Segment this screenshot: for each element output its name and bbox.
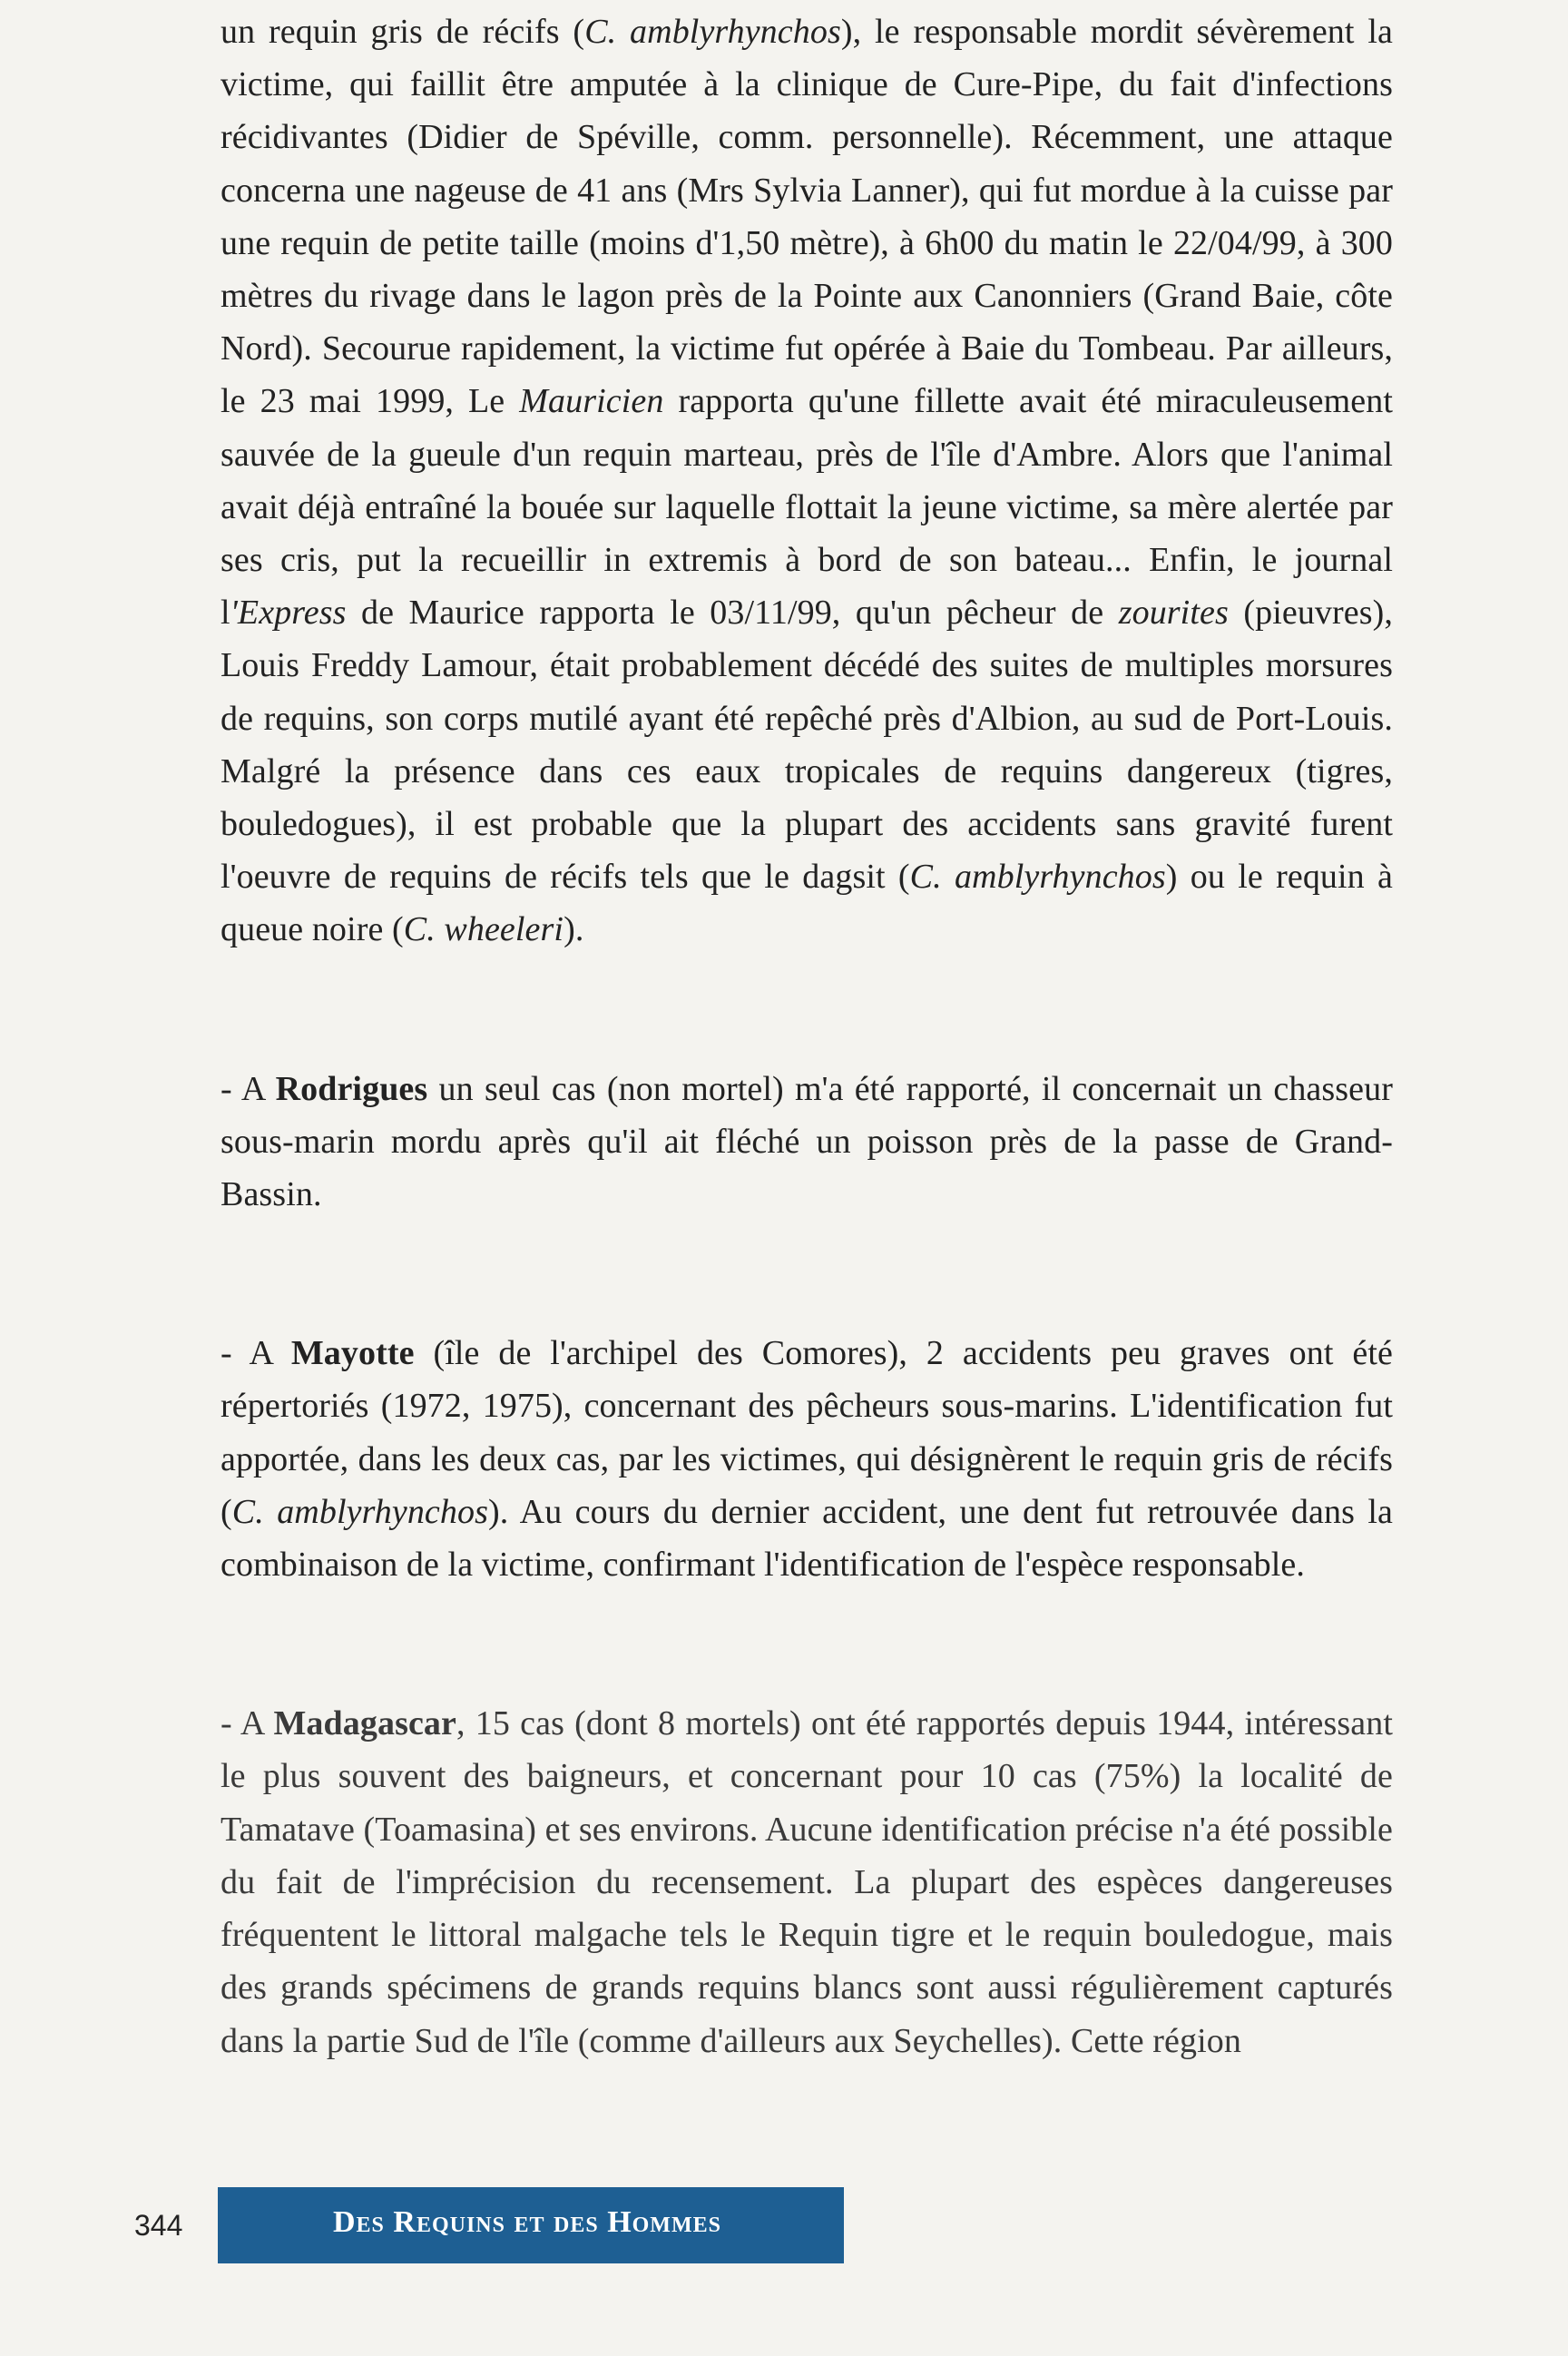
- text-run: ). Au cours du dernier accident, une dent fut retrouvée dans la combinaison de la victime, confirmant l'identification de l'espèce responsable.: [220, 1492, 1393, 1585]
- paragraph-spacer: [220, 1221, 1393, 1327]
- page-footer: [0, 2187, 1568, 2278]
- list-dash: - A: [220, 1069, 276, 1108]
- paragraph-rodrigues: [220, 1063, 1393, 1222]
- newspaper-name: 'Express: [230, 594, 347, 633]
- text-run: (pieuvres), Louis Freddy Lamour, était probablement décédé des suites de multiples morsures de requins, son corps mutilé ayant été repêché près d'Albion, au sud de Port-Louis. Malgré la présence dans ces eaux tropicales de requins dangereux (tigres, bouledogues), il est probable que la plupart des accidents sans gravité furent l'oeuvre de requins de récifs tels que le dagsit (: [220, 594, 1393, 897]
- location-heading: Madagascar: [273, 1704, 456, 1743]
- paragraph-spacer: [220, 957, 1393, 1063]
- local-term: zourites: [1118, 594, 1229, 633]
- species-name: C. amblyrhynchos: [231, 1492, 488, 1531]
- species-name: C. wheeleri: [403, 910, 564, 949]
- list-dash: - A: [220, 1704, 274, 1743]
- species-name: C. amblyrhynchos: [909, 858, 1166, 897]
- text-run: ), le responsable mordit sévèrement la victime, qui faillit être amputée à la clinique de Cure-Pipe, du fait d'infections récidivantes (Didier de Spéville, comm. personnelle). Récemment, une attaque concerna une nageuse de 41 ans (Mrs Sylvia Lanner), qui fut mordue à la cuisse par une requin de petite taille (moins d'1,50 mètre), à 6h00 du matin le 22/04/99, à 300 mètres du rivage dans le lagon près de la Pointe aux Canonniers (Grand Baie, côte Nord). Secourue rapidement, la victime fut opérée à Baie du Tombeau. Par ailleurs, le 23 mai 1999, Le: [220, 13, 1393, 421]
- newspaper-name: Mauricien: [519, 382, 664, 421]
- text-run: , 15 cas (dont 8 mortels) ont été rapportés depuis 1944, intéressant le plus souvent des baigneurs, et concernant pour 10 cas (75%) la localité de Tamatave (Toamasina) et ses environs. Aucune identification précise n'a été possible du fait de l'imprécision du recensement. La plupart des espèces dangereuses fréquentent le littoral malgache tels le Requin tigre et le requin bouledogue, mais des grands spécimens de grands requins blancs sont aussi régulièrement capturés dans la partie Sud de l'île (comme d'ailleurs aux Seychelles). Cette région: [220, 1704, 1393, 2060]
- text-run: ).: [564, 910, 584, 949]
- page-number: 344: [134, 2209, 183, 2242]
- text-run: un seul cas (non mortel) m'a été rapporté, il concernait un chasseur sous-marin mordu après qu'il ait fléché un poisson près de la passe de Grand-Bassin.: [220, 1069, 1393, 1214]
- paragraph-mayotte: [220, 1327, 1393, 1591]
- text-run: rapporta qu'une fillette avait été miraculeusement sauvée de la gueule d'un requin marteau, près de l'île d'Ambre. Alors que l'animal avait déjà entraîné la bouée sur laquelle flottait la jeune victime, sa mère alertée par ses cris, put la recueillir in extremis à bord de son bateau... Enfin, le journal l: [220, 382, 1393, 633]
- text-run: un requin gris de récifs (: [220, 13, 585, 51]
- list-dash: - A: [220, 1334, 291, 1373]
- body-text: [220, 5, 1393, 2067]
- paragraph-mauritius-cases: [220, 5, 1393, 957]
- running-title: Des Requins et des Hommes: [333, 2205, 721, 2239]
- paragraph-madagascar: [220, 1697, 1393, 2066]
- running-title-bar: [218, 2187, 844, 2263]
- location-heading: Mayotte: [290, 1334, 415, 1373]
- paragraph-spacer: [220, 1591, 1393, 1697]
- location-heading: Rodrigues: [275, 1069, 428, 1108]
- text-run: de Maurice rapporta le 03/11/99, qu'un pêcheur de: [346, 594, 1119, 633]
- text-run: ) ou le requin à queue noire (: [220, 858, 1393, 949]
- species-name: C. amblyrhynchos: [584, 13, 841, 51]
- text-run: (île de l'archipel des Comores), 2 accidents peu graves ont été répertoriés (1972, 1975), concernant des pêcheurs sous-marins. L'identification fut apportée, dans les deux cas, par les victimes, qui désignèrent le requin gris de récifs (: [220, 1334, 1393, 1531]
